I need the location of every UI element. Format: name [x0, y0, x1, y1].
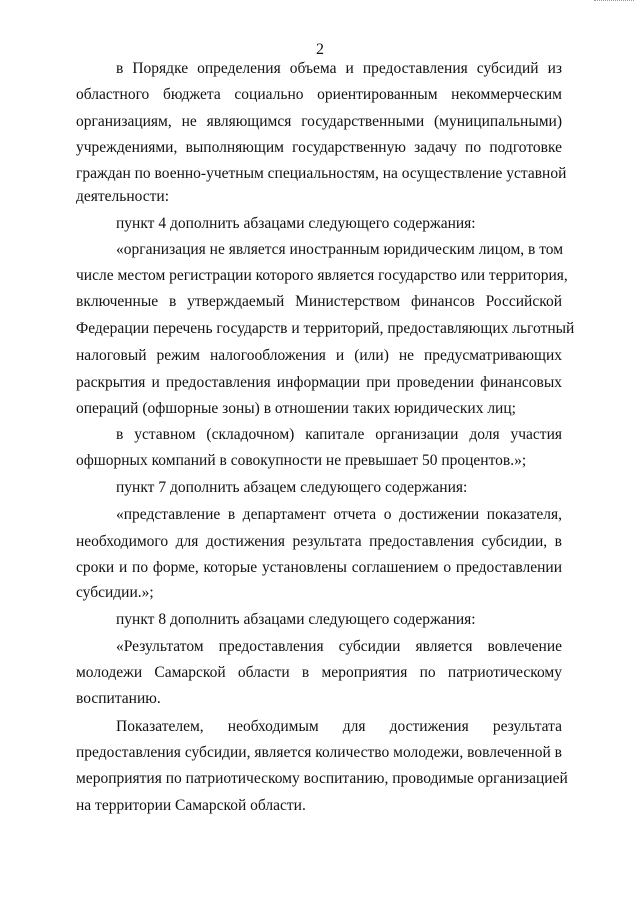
- text-line: «организация не является иностранным юридическим лицом, в том: [116, 241, 564, 258]
- text-line: необходимого для достижения результата предоставления субсидии, в: [76, 533, 562, 550]
- text-line: раскрытия и предоставления информации при проведении финансовых: [76, 374, 562, 391]
- text-line: Показателем, необходимым для достижения результата: [116, 718, 562, 735]
- text-line: областного бюджета социально ориентированным некоммерческим: [76, 86, 562, 103]
- text-line: сроки и по форме, которые установлены соглашением о предоставлении: [76, 559, 562, 576]
- text-line: организациям, не являющимся государственными (муниципальными): [76, 113, 562, 130]
- page-number: 2: [316, 41, 324, 58]
- text-line: Федерации перечень государств и территорий, предоставляющих льготный: [76, 320, 575, 337]
- text-line: граждан по военно-учетным специальностям, на осуществление уставной: [76, 165, 567, 182]
- text-line: субсидии.»;: [76, 584, 154, 601]
- text-line: мероприятия по патриотическому воспитанию, проводимые организацией: [76, 770, 568, 787]
- text-line: офшорных компаний в совокупности не превышает 50 процентов.»;: [76, 452, 527, 469]
- text-line: налоговый режим налогообложения и (или) не предусматривающих: [76, 347, 562, 364]
- text-line: на территории Самарской области.: [76, 797, 306, 814]
- text-line: пункт 7 дополнить абзацем следующего содержания:: [116, 479, 468, 496]
- text-line: «Результатом предоставления субсидии является вовлечение: [116, 638, 562, 655]
- text-line: пункт 8 дополнить абзацами следующего содержания:: [116, 611, 476, 628]
- text-line: в уставном (складочном) капитале организации доля участия: [116, 426, 562, 443]
- text-line: «представление в департамент отчета о достижении показателя,: [116, 506, 562, 523]
- text-line: деятельности:: [76, 188, 170, 205]
- text-line: пункт 4 дополнить абзацами следующего содержания:: [116, 215, 476, 232]
- text-line: включенные в утверждаемый Министерством финансов Российской: [76, 293, 562, 310]
- text-line: учреждениями, выполняющим государственную задачу по подготовке: [76, 139, 562, 156]
- text-line: операций (офшорные зоны) в отношении таких юридических лиц;: [76, 400, 516, 417]
- text-line: воспитанию.: [76, 690, 161, 707]
- text-line: молодежи Самарской области в мероприятия по патриотическому: [76, 664, 562, 681]
- text-line: в Порядке определения объема и предоставления субсидий из: [116, 60, 562, 77]
- text-line: числе местом регистрации которого является государство или территория,: [76, 267, 568, 284]
- text-line: предоставления субсидии, является количество молодежи, вовлеченной в: [76, 744, 562, 761]
- scan-artifact: [594, 0, 634, 5]
